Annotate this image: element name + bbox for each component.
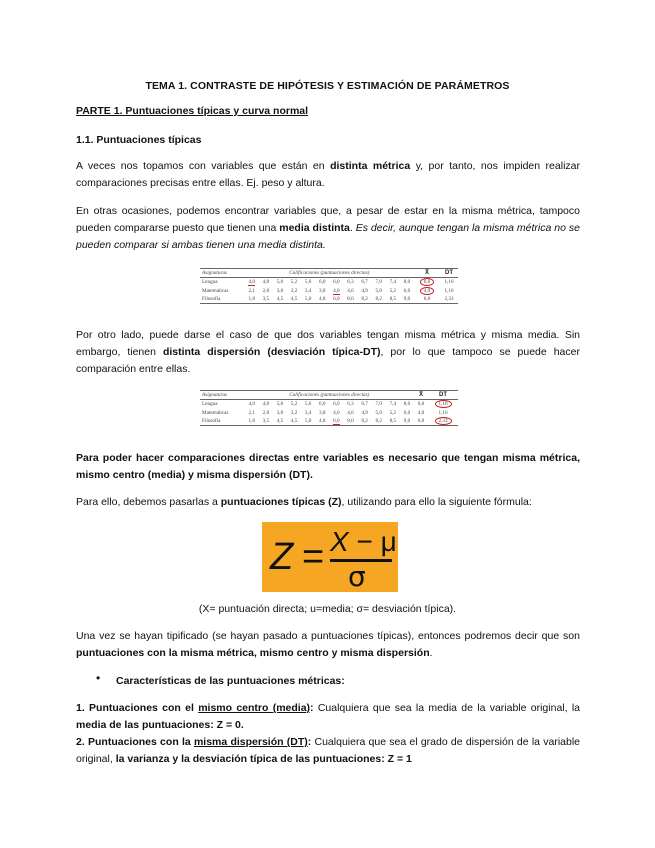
table-cell-grade	[273, 278, 287, 287]
mean-value: 6,0	[423, 295, 431, 302]
table-cell-dt	[428, 408, 458, 416]
formula-equals: =	[302, 536, 325, 578]
grade-value: 6,0	[403, 409, 411, 416]
table-cell-mean	[414, 286, 440, 294]
dt-value: 2,33	[444, 295, 454, 302]
table-cell-mean	[414, 400, 428, 409]
table-cell-grade	[372, 417, 386, 426]
table-header-subject: Asignaturas	[200, 269, 245, 278]
table-cell-mean	[414, 278, 440, 287]
table-cell-grade	[400, 400, 414, 409]
table-cell-grade	[372, 295, 386, 304]
table-cell-grade	[245, 286, 259, 294]
grade-value: 4,0	[248, 401, 255, 408]
grade-value: 3,5	[262, 417, 270, 424]
grade-value: 4,5	[276, 295, 284, 302]
list-item-mismo-centro: 1. Puntuaciones con el mismo centro (media): Cualquiera que sea la media de la variable original, la media de las puntuaciones: Z = 0.	[76, 702, 580, 731]
table-header-subject: Asignaturas	[200, 391, 245, 400]
grade-value: 4,9	[361, 287, 368, 294]
table-cell-grade	[273, 417, 287, 426]
grade-value: 2,8	[262, 287, 270, 294]
grade-value: 8,2	[375, 295, 382, 302]
paragraph-distinta-metrica: A veces nos topamos con variables que están en distinta métrica y, por tanto, nos impiden realizar comparaciones precisas entre ellas. Ej. peso y altura.	[76, 160, 580, 189]
grade-value: 4,0	[333, 287, 340, 294]
list-item-misma-dispersion: 2. Puntuaciones con la misma dispersión (DT): Cualquiera que sea el grado de dispersión de la variable original, la varianza y la desviación típica de las puntuaciones: Z = 1	[76, 736, 580, 765]
table-cell-grade	[329, 400, 343, 409]
grade-value: 3,4	[304, 287, 312, 294]
formula-z: Z	[270, 536, 294, 578]
table-cell-grade	[386, 417, 400, 426]
grade-value: 4,8	[319, 295, 326, 302]
table-row	[200, 408, 458, 416]
grade-value: 3,0	[276, 287, 284, 294]
table-cell-grade	[301, 400, 315, 409]
table-cell-grade	[372, 286, 386, 294]
z-score-formula	[262, 522, 398, 592]
table-cell-grade	[343, 417, 357, 426]
grade-value: 8,0	[403, 401, 411, 408]
table-cell-subject: Filosofía	[200, 417, 245, 426]
table-cell-grade	[358, 295, 372, 304]
dt-value: 1,16	[444, 287, 454, 294]
grade-value: 2,1	[248, 409, 255, 416]
table-cell-mean	[414, 295, 440, 304]
table-header-mean: X̄	[414, 391, 428, 400]
table-cell-grade	[259, 295, 273, 304]
grade-value: 4,8	[262, 279, 270, 286]
table-cell-grade	[259, 278, 273, 287]
grade-value: 5,0	[304, 295, 312, 302]
mean-value: 6,0	[417, 401, 425, 408]
grade-value: 3,4	[304, 409, 312, 416]
grade-value: 5,2	[389, 409, 397, 416]
grade-value: 3,8	[319, 409, 326, 416]
grade-value: 6,7	[361, 401, 368, 408]
mean-value: 4,0	[417, 409, 425, 416]
table-header-dt: DT	[428, 391, 458, 400]
grade-value: 4,8	[319, 417, 326, 424]
formula-numerator: X − μ	[330, 526, 397, 557]
mean-value: 6,0	[417, 417, 425, 424]
table-cell-grade	[400, 417, 414, 426]
table-cell-grade	[259, 286, 273, 294]
table-cell-grade	[400, 278, 414, 287]
table-cell-subject: Matemáticas	[202, 287, 229, 294]
dt-value: 1,16	[438, 409, 448, 416]
grade-value: 5,0	[304, 417, 312, 424]
table-cell-mean	[414, 408, 428, 416]
table-cell-dt	[440, 295, 458, 304]
grade-value: 3,2	[290, 287, 298, 294]
table-cell-grade	[245, 278, 259, 287]
table-cell-dt	[440, 278, 458, 287]
table-cell-grade	[301, 408, 315, 416]
table-cell-grade	[386, 408, 400, 416]
table-cell-grade	[273, 286, 287, 294]
table-cell-grade	[386, 400, 400, 409]
table-header-dt: DT	[440, 269, 458, 278]
grade-value: 4,5	[290, 417, 298, 424]
table-cell-grade	[343, 408, 357, 416]
table-cell-grade	[329, 295, 343, 304]
grade-value: 5,6	[304, 279, 312, 286]
dt-value: 2,33	[435, 417, 452, 425]
paragraph-media-distinta: En otras ocasiones, podemos encontrar variables que, a pesar de estar en la misma métrica, tampoco pueden compararse puesto que tienen una media distinta. Es decir, aunque tengan la misma métrica no se pueden comparar si ambas tienen una media distinta.	[76, 205, 580, 251]
table-cell-grade	[329, 278, 343, 287]
table-cell-subject: Lengua	[202, 401, 218, 408]
grade-value: 1,8	[248, 417, 255, 424]
table-cell-grade	[287, 417, 301, 426]
table-cell-grade	[259, 408, 273, 416]
grade-value: 4,6	[347, 409, 354, 416]
table-cell-mean	[414, 417, 428, 426]
table-cell-grade	[245, 417, 259, 426]
table-cell-grade	[400, 286, 414, 294]
table-cell-grade	[315, 286, 329, 294]
dt-value: 1,16	[444, 279, 454, 286]
grade-value: 5,0	[276, 401, 284, 408]
table-cell-grade	[358, 417, 372, 426]
table-cell-subject: Matemáticas	[202, 409, 229, 416]
grade-value: 9,0	[403, 417, 411, 424]
table-cell-grade	[386, 286, 400, 294]
table-cell-grade	[400, 408, 414, 416]
section-heading: 1.1. Puntuaciones típicas	[76, 134, 202, 146]
table-cell-dt	[428, 400, 458, 409]
grade-value: 6,3	[347, 401, 354, 408]
grade-value: 1,8	[248, 295, 255, 302]
table-row	[200, 295, 458, 304]
bullet-icon: •	[96, 671, 101, 685]
formula-caption: (X= puntuación directa; u=media; σ= desviación típica).	[198, 603, 457, 615]
table-cell-dt	[440, 286, 458, 294]
grade-value: 4,6	[347, 287, 354, 294]
grade-value: 8,5	[389, 417, 397, 424]
grade-value: 7,4	[389, 279, 397, 286]
table-cell-grade	[273, 295, 287, 304]
grade-value: 3,2	[290, 409, 298, 416]
table-cell-grade	[329, 417, 343, 426]
grade-value: 5,2	[290, 401, 298, 408]
paragraph-puntuaciones-tipicas: Para ello, debemos pasarlas a puntuaciones típicas (Z), utilizando para ello la siguiente fórmula:	[76, 496, 532, 508]
grade-value: 6,0	[333, 279, 340, 286]
table-cell-grade	[273, 408, 287, 416]
mean-value: 4,0	[420, 287, 434, 295]
grade-value: 6,0	[319, 401, 326, 408]
grade-value: 5,2	[389, 287, 397, 294]
grade-value: 8,0	[347, 295, 354, 302]
grade-value: 4,0	[333, 409, 340, 416]
table-cell-grade	[358, 286, 372, 294]
table-cell-subject: Filosofía	[200, 295, 245, 304]
table-cell-grade	[386, 278, 400, 287]
table-cell-grade	[343, 278, 357, 287]
table-cell-grade	[245, 295, 259, 304]
table-cell-grade	[372, 400, 386, 409]
table-cell-grade	[358, 400, 372, 409]
grade-value: 9,0	[403, 295, 411, 302]
grade-value: 2,8	[262, 409, 270, 416]
grade-value: 6,0	[333, 401, 340, 408]
table-row	[200, 417, 458, 426]
grade-value: 3,8	[319, 287, 326, 294]
grade-value: 7,0	[375, 279, 382, 286]
grade-value: 3,0	[276, 409, 284, 416]
formula-denominator: σ	[348, 560, 366, 593]
table-cell-grade	[259, 400, 273, 409]
grade-value: 7,4	[389, 401, 397, 408]
table-cell-grade	[245, 408, 259, 416]
dt-value: 1,16	[435, 400, 452, 408]
table-row	[200, 286, 458, 294]
grade-value: 8,2	[361, 295, 368, 302]
table-cell-grade	[400, 295, 414, 304]
table-cell-grade	[343, 400, 357, 409]
bullet-heading: Características de las puntuaciones métricas:	[116, 675, 345, 687]
table-cell-grade	[301, 286, 315, 294]
grade-value: 4,9	[361, 409, 368, 416]
table-cell-subject: Lengua	[202, 279, 218, 286]
grade-value: 4,5	[290, 295, 298, 302]
grade-value: 5,2	[290, 279, 298, 286]
table-cell-grade	[245, 400, 259, 409]
table-cell-grade	[343, 286, 357, 294]
table-cell-grade	[329, 408, 343, 416]
table-header-grades: Calificaciones (puntuaciones directas)	[245, 269, 414, 278]
grade-value: 4,5	[276, 417, 284, 424]
table-cell-grade	[287, 295, 301, 304]
paragraph-distinta-dispersion: Por otro lado, puede darse el caso de que dos variables tengan misma métrica y misma media. Sin embargo, tienen distinta dispersión (desviación típica-DT), por lo que tampoco se puede hacer comparación entre ellas.	[76, 329, 580, 375]
table-cell-grade	[287, 400, 301, 409]
grade-value: 4,8	[262, 401, 270, 408]
grade-value: 5,0	[375, 287, 382, 294]
table-cell-grade	[358, 408, 372, 416]
table-cell-grade	[315, 400, 329, 409]
part-heading: PARTE 1. Puntuaciones típicas y curva normal	[76, 105, 309, 117]
table-cell-grade	[386, 295, 400, 304]
table-cell-grade	[372, 408, 386, 416]
table-cell-grade	[273, 400, 287, 409]
mean-value: 6,0	[420, 278, 434, 286]
grade-value: 8,2	[361, 417, 368, 424]
grade-value: 8,5	[389, 295, 397, 302]
table-cell-grade	[315, 417, 329, 426]
grade-value: 8,0	[403, 279, 411, 286]
page-title: TEMA 1. CONTRASTE DE HIPÓTESIS Y ESTIMACIÓN DE PARÁMETROS	[145, 80, 510, 92]
table-cell-grade	[358, 278, 372, 287]
grade-value: 6,0	[333, 295, 340, 302]
grades-table-1	[200, 268, 458, 304]
grade-value: 7,0	[375, 401, 382, 408]
table-row	[200, 278, 458, 287]
table-cell-grade	[315, 295, 329, 304]
table-cell-grade	[343, 295, 357, 304]
table-cell-grade	[287, 286, 301, 294]
grade-value: 5,0	[375, 409, 382, 416]
table-cell-grade	[372, 278, 386, 287]
paragraph-comparaciones-directas: Para poder hacer comparaciones directas entre variables es necesario que tengan misma métrica, mismo centro (media) y misma dispersión (DT).	[76, 452, 580, 481]
table-cell-grade	[259, 417, 273, 426]
grade-value: 5,6	[304, 401, 312, 408]
grade-value: 5,0	[276, 279, 284, 286]
table-header-mean: X̄	[414, 269, 440, 278]
table-header-grades: Calificaciones (puntuaciones directas)	[245, 391, 414, 400]
grade-value: 6,7	[361, 279, 368, 286]
table-cell-grade	[329, 286, 343, 294]
table-cell-grade	[287, 408, 301, 416]
grade-value: 6,0	[403, 287, 411, 294]
grade-value: 6,0	[333, 417, 340, 424]
grade-value: 8,0	[347, 417, 354, 424]
table-cell-grade	[315, 278, 329, 287]
paragraph-tipificadas: Una vez se hayan tipificado (se hayan pasado a puntuaciones típicas), entonces podremos decir que son puntuaciones con la misma métrica, mismo centro y misma dispersión.	[76, 630, 580, 659]
grade-value: 6,3	[347, 279, 354, 286]
grade-value: 4,0	[248, 279, 255, 286]
table-cell-grade	[315, 408, 329, 416]
table-row	[200, 400, 458, 409]
grade-value: 6,0	[319, 279, 326, 286]
table-cell-grade	[301, 295, 315, 304]
table-cell-dt	[428, 417, 458, 426]
grade-value: 8,2	[375, 417, 382, 424]
grade-value: 3,5	[262, 295, 270, 302]
table-cell-grade	[301, 278, 315, 287]
table-cell-grade	[301, 417, 315, 426]
grades-table-2	[200, 390, 458, 426]
grade-value: 2,1	[248, 287, 255, 294]
table-cell-grade	[287, 278, 301, 287]
